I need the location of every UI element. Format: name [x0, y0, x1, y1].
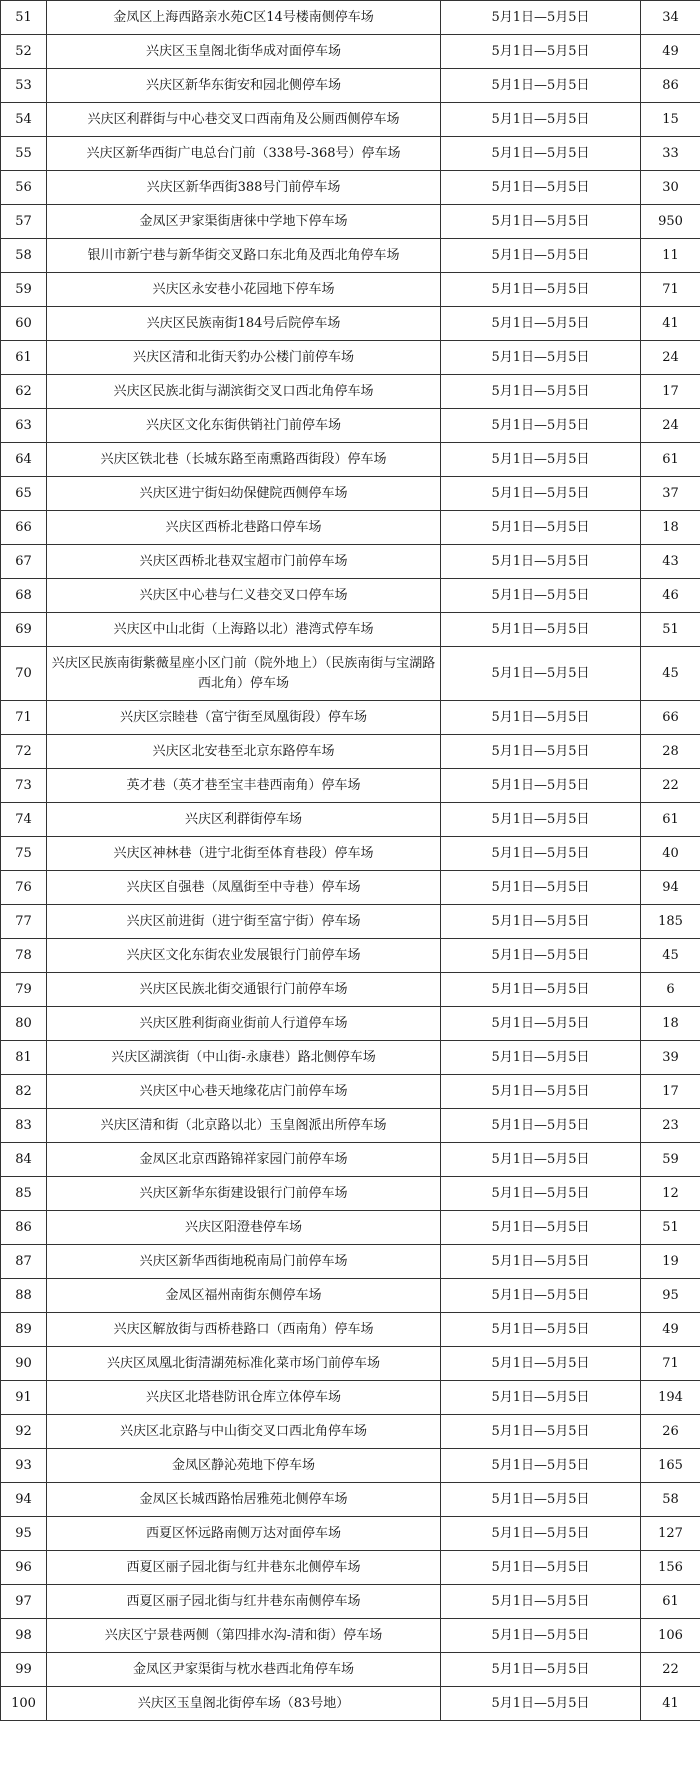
table-row [1, 1245, 700, 1279]
open-period-cell: 5月1日—5月5日 [441, 171, 641, 205]
table-row [1, 341, 700, 375]
parking-lot-name-cell: 兴庆区中心巷天地缘花店门前停车场 [47, 1075, 441, 1109]
row-number-cell: 76 [1, 871, 47, 905]
parking-spaces-cell: 40 [641, 837, 700, 871]
parking-lot-table-body [1, 1, 700, 1721]
open-period-cell: 5月1日—5月5日 [441, 545, 641, 579]
parking-spaces-cell: 156 [641, 1551, 700, 1585]
table-row [1, 1551, 700, 1585]
open-period-cell: 5月1日—5月5日 [441, 1313, 641, 1347]
parking-lot-name-cell: 金凤区长城西路怡居雅苑北侧停车场 [47, 1483, 441, 1517]
parking-lot-name-cell: 兴庆区民族南街紫薇星座小区门前（院外地上）（民族南街与宝湖路西北角）停车场 [47, 647, 441, 701]
parking-spaces-cell: 194 [641, 1381, 700, 1415]
row-number-cell: 77 [1, 905, 47, 939]
parking-lot-name-cell: 兴庆区新华东街建设银行门前停车场 [47, 1177, 441, 1211]
parking-lot-name-cell: 兴庆区自强巷（凤凰街至中寺巷）停车场 [47, 871, 441, 905]
parking-lot-name-cell: 金凤区静沁苑地下停车场 [47, 1449, 441, 1483]
parking-spaces-cell: 94 [641, 871, 700, 905]
table-row [1, 1075, 700, 1109]
row-number-cell: 86 [1, 1211, 47, 1245]
row-number-cell: 57 [1, 205, 47, 239]
parking-spaces-cell: 34 [641, 1, 700, 35]
parking-spaces-cell: 30 [641, 171, 700, 205]
row-number-cell: 81 [1, 1041, 47, 1075]
open-period-cell: 5月1日—5月5日 [441, 103, 641, 137]
parking-spaces-cell: 165 [641, 1449, 700, 1483]
table-row [1, 871, 700, 905]
parking-lot-name-cell: 兴庆区宗睦巷（富宁街至凤凰街段）停车场 [47, 701, 441, 735]
parking-spaces-cell: 51 [641, 1211, 700, 1245]
row-number-cell: 66 [1, 511, 47, 545]
row-number-cell: 70 [1, 647, 47, 701]
table-row [1, 803, 700, 837]
table-row [1, 1585, 700, 1619]
row-number-cell: 64 [1, 443, 47, 477]
parking-spaces-cell: 61 [641, 443, 700, 477]
parking-lot-name-cell: 西夏区怀远路南侧万达对面停车场 [47, 1517, 441, 1551]
parking-lot-name-cell: 兴庆区文化东街农业发展银行门前停车场 [47, 939, 441, 973]
parking-spaces-cell: 71 [641, 1347, 700, 1381]
table-row [1, 647, 700, 701]
parking-lot-name-cell: 兴庆区中心巷与仁义巷交叉口停车场 [47, 579, 441, 613]
parking-lot-name-cell: 兴庆区利群街与中心巷交叉口西南角及公厕西侧停车场 [47, 103, 441, 137]
parking-lot-name-cell: 兴庆区玉皇阁北街停车场（83号地） [47, 1687, 441, 1721]
row-number-cell: 72 [1, 735, 47, 769]
table-row [1, 579, 700, 613]
parking-lot-name-cell: 西夏区丽子园北街与红井巷东北侧停车场 [47, 1551, 441, 1585]
open-period-cell: 5月1日—5月5日 [441, 511, 641, 545]
row-number-cell: 78 [1, 939, 47, 973]
row-number-cell: 52 [1, 35, 47, 69]
parking-spaces-cell: 950 [641, 205, 700, 239]
row-number-cell: 95 [1, 1517, 47, 1551]
table-row [1, 905, 700, 939]
table-row [1, 837, 700, 871]
open-period-cell: 5月1日—5月5日 [441, 1551, 641, 1585]
row-number-cell: 87 [1, 1245, 47, 1279]
parking-spaces-cell: 23 [641, 1109, 700, 1143]
parking-lot-name-cell: 兴庆区西桥北巷双宝超市门前停车场 [47, 545, 441, 579]
parking-lot-name-cell: 兴庆区永安巷小花园地下停车场 [47, 273, 441, 307]
parking-lot-name-cell: 兴庆区新华东街安和园北侧停车场 [47, 69, 441, 103]
row-number-cell: 56 [1, 171, 47, 205]
parking-lot-name-cell: 兴庆区民族北街与湖滨街交叉口西北角停车场 [47, 375, 441, 409]
row-number-cell: 93 [1, 1449, 47, 1483]
parking-spaces-cell: 24 [641, 341, 700, 375]
open-period-cell: 5月1日—5月5日 [441, 69, 641, 103]
table-row [1, 701, 700, 735]
row-number-cell: 62 [1, 375, 47, 409]
table-row [1, 239, 700, 273]
open-period-cell: 5月1日—5月5日 [441, 701, 641, 735]
parking-spaces-cell: 18 [641, 1007, 700, 1041]
open-period-cell: 5月1日—5月5日 [441, 137, 641, 171]
row-number-cell: 96 [1, 1551, 47, 1585]
parking-lot-name-cell: 兴庆区新华西街地税南局门前停车场 [47, 1245, 441, 1279]
row-number-cell: 74 [1, 803, 47, 837]
open-period-cell: 5月1日—5月5日 [441, 1483, 641, 1517]
row-number-cell: 55 [1, 137, 47, 171]
table-row [1, 477, 700, 511]
open-period-cell: 5月1日—5月5日 [441, 1449, 641, 1483]
parking-lot-name-cell: 兴庆区北安巷至北京东路停车场 [47, 735, 441, 769]
table-row [1, 511, 700, 545]
parking-lot-name-cell: 兴庆区神林巷（进宁北街至体育巷段）停车场 [47, 837, 441, 871]
open-period-cell: 5月1日—5月5日 [441, 803, 641, 837]
open-period-cell: 5月1日—5月5日 [441, 443, 641, 477]
parking-lot-name-cell: 金凤区福州南街东侧停车场 [47, 1279, 441, 1313]
open-period-cell: 5月1日—5月5日 [441, 1619, 641, 1653]
table-row [1, 409, 700, 443]
parking-lot-name-cell: 兴庆区凤凰北街清湖苑标准化菜市场门前停车场 [47, 1347, 441, 1381]
table-row [1, 35, 700, 69]
open-period-cell: 5月1日—5月5日 [441, 1245, 641, 1279]
parking-spaces-cell: 19 [641, 1245, 700, 1279]
parking-lot-name-cell: 兴庆区宁景巷两侧（第四排水沟-清和街）停车场 [47, 1619, 441, 1653]
table-row [1, 307, 700, 341]
open-period-cell: 5月1日—5月5日 [441, 205, 641, 239]
open-period-cell: 5月1日—5月5日 [441, 579, 641, 613]
row-number-cell: 65 [1, 477, 47, 511]
row-number-cell: 90 [1, 1347, 47, 1381]
row-number-cell: 82 [1, 1075, 47, 1109]
parking-lot-name-cell: 西夏区丽子园北街与红井巷东南侧停车场 [47, 1585, 441, 1619]
row-number-cell: 53 [1, 69, 47, 103]
open-period-cell: 5月1日—5月5日 [441, 1381, 641, 1415]
row-number-cell: 51 [1, 1, 47, 35]
table-row [1, 1415, 700, 1449]
table-row [1, 1279, 700, 1313]
parking-lot-name-cell: 兴庆区西桥北巷路口停车场 [47, 511, 441, 545]
parking-spaces-cell: 11 [641, 239, 700, 273]
parking-lot-name-cell: 兴庆区民族南街184号后院停车场 [47, 307, 441, 341]
table-row [1, 1041, 700, 1075]
open-period-cell: 5月1日—5月5日 [441, 769, 641, 803]
open-period-cell: 5月1日—5月5日 [441, 239, 641, 273]
row-number-cell: 79 [1, 973, 47, 1007]
table-row [1, 137, 700, 171]
table-row [1, 69, 700, 103]
parking-spaces-cell: 6 [641, 973, 700, 1007]
parking-spaces-cell: 43 [641, 545, 700, 579]
parking-spaces-cell: 41 [641, 1687, 700, 1721]
row-number-cell: 99 [1, 1653, 47, 1687]
parking-lot-name-cell: 金凤区上海西路亲水苑C区14号楼南侧停车场 [47, 1, 441, 35]
open-period-cell: 5月1日—5月5日 [441, 905, 641, 939]
open-period-cell: 5月1日—5月5日 [441, 871, 641, 905]
table-row [1, 973, 700, 1007]
parking-spaces-cell: 17 [641, 375, 700, 409]
parking-spaces-cell: 106 [641, 1619, 700, 1653]
table-row [1, 1007, 700, 1041]
parking-spaces-cell: 41 [641, 307, 700, 341]
table-row [1, 1347, 700, 1381]
table-row [1, 205, 700, 239]
parking-lot-name-cell: 兴庆区清和北街天豹办公楼门前停车场 [47, 341, 441, 375]
row-number-cell: 67 [1, 545, 47, 579]
open-period-cell: 5月1日—5月5日 [441, 341, 641, 375]
row-number-cell: 73 [1, 769, 47, 803]
open-period-cell: 5月1日—5月5日 [441, 1075, 641, 1109]
parking-spaces-cell: 22 [641, 1653, 700, 1687]
row-number-cell: 98 [1, 1619, 47, 1653]
row-number-cell: 84 [1, 1143, 47, 1177]
parking-lot-name-cell: 兴庆区湖滨街（中山街-永康巷）路北侧停车场 [47, 1041, 441, 1075]
parking-spaces-cell: 185 [641, 905, 700, 939]
open-period-cell: 5月1日—5月5日 [441, 973, 641, 1007]
row-number-cell: 63 [1, 409, 47, 443]
table-row [1, 1619, 700, 1653]
table-row [1, 1449, 700, 1483]
parking-spaces-cell: 49 [641, 1313, 700, 1347]
row-number-cell: 89 [1, 1313, 47, 1347]
open-period-cell: 5月1日—5月5日 [441, 1687, 641, 1721]
parking-lot-name-cell: 兴庆区铁北巷（长城东路至南熏路西街段）停车场 [47, 443, 441, 477]
open-period-cell: 5月1日—5月5日 [441, 1347, 641, 1381]
parking-spaces-cell: 61 [641, 1585, 700, 1619]
parking-lot-name-cell: 兴庆区民族北街交通银行门前停车场 [47, 973, 441, 1007]
parking-spaces-cell: 39 [641, 1041, 700, 1075]
parking-lot-name-cell: 兴庆区文化东街供销社门前停车场 [47, 409, 441, 443]
row-number-cell: 85 [1, 1177, 47, 1211]
parking-spaces-cell: 49 [641, 35, 700, 69]
parking-spaces-cell: 61 [641, 803, 700, 837]
open-period-cell: 5月1日—5月5日 [441, 1415, 641, 1449]
row-number-cell: 71 [1, 701, 47, 735]
table-row [1, 103, 700, 137]
open-period-cell: 5月1日—5月5日 [441, 35, 641, 69]
parking-lot-name-cell: 金凤区尹家渠街与枕水巷西北角停车场 [47, 1653, 441, 1687]
parking-spaces-cell: 22 [641, 769, 700, 803]
parking-spaces-cell: 28 [641, 735, 700, 769]
open-period-cell: 5月1日—5月5日 [441, 375, 641, 409]
open-period-cell: 5月1日—5月5日 [441, 1177, 641, 1211]
parking-spaces-cell: 95 [641, 1279, 700, 1313]
parking-spaces-cell: 71 [641, 273, 700, 307]
open-period-cell: 5月1日—5月5日 [441, 1585, 641, 1619]
parking-spaces-cell: 33 [641, 137, 700, 171]
row-number-cell: 91 [1, 1381, 47, 1415]
table-row [1, 1, 700, 35]
table-row [1, 443, 700, 477]
parking-lot-name-cell: 兴庆区解放街与西桥巷路口（西南角）停车场 [47, 1313, 441, 1347]
row-number-cell: 59 [1, 273, 47, 307]
open-period-cell: 5月1日—5月5日 [441, 1517, 641, 1551]
parking-lot-name-cell: 兴庆区北塔巷防讯仓库立体停车场 [47, 1381, 441, 1415]
parking-lot-name-cell: 金凤区尹家渠街唐徕中学地下停车场 [47, 205, 441, 239]
parking-lot-name-cell: 兴庆区中山北街（上海路以北）港湾式停车场 [47, 613, 441, 647]
parking-lot-name-cell: 银川市新宁巷与新华街交叉路口东北角及西北角停车场 [47, 239, 441, 273]
parking-spaces-cell: 45 [641, 647, 700, 701]
row-number-cell: 61 [1, 341, 47, 375]
parking-lot-name-cell: 兴庆区北京路与中山街交叉口西北角停车场 [47, 1415, 441, 1449]
parking-lot-name-cell: 兴庆区进宁街妇幼保健院西侧停车场 [47, 477, 441, 511]
parking-lot-name-cell: 金凤区北京西路锦祥家园门前停车场 [47, 1143, 441, 1177]
table-row [1, 375, 700, 409]
table-row [1, 613, 700, 647]
open-period-cell: 5月1日—5月5日 [441, 1211, 641, 1245]
row-number-cell: 88 [1, 1279, 47, 1313]
parking-spaces-cell: 51 [641, 613, 700, 647]
open-period-cell: 5月1日—5月5日 [441, 735, 641, 769]
parking-spaces-cell: 12 [641, 1177, 700, 1211]
table-row [1, 939, 700, 973]
table-row [1, 1177, 700, 1211]
table-row [1, 1483, 700, 1517]
parking-spaces-cell: 127 [641, 1517, 700, 1551]
parking-lot-name-cell: 兴庆区玉皇阁北街华成对面停车场 [47, 35, 441, 69]
table-row [1, 769, 700, 803]
parking-spaces-cell: 59 [641, 1143, 700, 1177]
open-period-cell: 5月1日—5月5日 [441, 647, 641, 701]
table-row [1, 171, 700, 205]
table-row [1, 1211, 700, 1245]
parking-lot-name-cell: 兴庆区新华西街广电总台门前（338号-368号）停车场 [47, 137, 441, 171]
open-period-cell: 5月1日—5月5日 [441, 1, 641, 35]
row-number-cell: 68 [1, 579, 47, 613]
row-number-cell: 54 [1, 103, 47, 137]
table-row [1, 735, 700, 769]
parking-spaces-cell: 15 [641, 103, 700, 137]
parking-spaces-cell: 66 [641, 701, 700, 735]
parking-spaces-cell: 86 [641, 69, 700, 103]
parking-spaces-cell: 17 [641, 1075, 700, 1109]
row-number-cell: 58 [1, 239, 47, 273]
open-period-cell: 5月1日—5月5日 [441, 939, 641, 973]
parking-lot-name-cell: 兴庆区阳澄巷停车场 [47, 1211, 441, 1245]
parking-spaces-cell: 26 [641, 1415, 700, 1449]
row-number-cell: 69 [1, 613, 47, 647]
row-number-cell: 80 [1, 1007, 47, 1041]
open-period-cell: 5月1日—5月5日 [441, 1109, 641, 1143]
parking-lot-name-cell: 兴庆区新华西街388号门前停车场 [47, 171, 441, 205]
table-row [1, 1109, 700, 1143]
row-number-cell: 92 [1, 1415, 47, 1449]
row-number-cell: 97 [1, 1585, 47, 1619]
table-row [1, 273, 700, 307]
table-row [1, 1143, 700, 1177]
open-period-cell: 5月1日—5月5日 [441, 1279, 641, 1313]
parking-lot-name-cell: 英才巷（英才巷至宝丰巷西南角）停车场 [47, 769, 441, 803]
table-row [1, 1653, 700, 1687]
open-period-cell: 5月1日—5月5日 [441, 273, 641, 307]
row-number-cell: 94 [1, 1483, 47, 1517]
open-period-cell: 5月1日—5月5日 [441, 1653, 641, 1687]
table-row [1, 1381, 700, 1415]
parking-spaces-cell: 37 [641, 477, 700, 511]
open-period-cell: 5月1日—5月5日 [441, 409, 641, 443]
parking-spaces-cell: 18 [641, 511, 700, 545]
row-number-cell: 75 [1, 837, 47, 871]
table-row [1, 545, 700, 579]
parking-spaces-cell: 45 [641, 939, 700, 973]
table-row [1, 1517, 700, 1551]
open-period-cell: 5月1日—5月5日 [441, 1143, 641, 1177]
open-period-cell: 5月1日—5月5日 [441, 613, 641, 647]
open-period-cell: 5月1日—5月5日 [441, 477, 641, 511]
row-number-cell: 100 [1, 1687, 47, 1721]
parking-lot-name-cell: 兴庆区前进街（进宁街至富宁街）停车场 [47, 905, 441, 939]
parking-lot-name-cell: 兴庆区清和街（北京路以北）玉皇阁派出所停车场 [47, 1109, 441, 1143]
open-period-cell: 5月1日—5月5日 [441, 307, 641, 341]
row-number-cell: 60 [1, 307, 47, 341]
row-number-cell: 83 [1, 1109, 47, 1143]
parking-lot-name-cell: 兴庆区胜利街商业街前人行道停车场 [47, 1007, 441, 1041]
open-period-cell: 5月1日—5月5日 [441, 1007, 641, 1041]
parking-lot-name-cell: 兴庆区利群街停车场 [47, 803, 441, 837]
parking-spaces-cell: 24 [641, 409, 700, 443]
table-row [1, 1313, 700, 1347]
parking-spaces-cell: 46 [641, 579, 700, 613]
table-row [1, 1687, 700, 1721]
open-period-cell: 5月1日—5月5日 [441, 837, 641, 871]
parking-spaces-cell: 58 [641, 1483, 700, 1517]
open-period-cell: 5月1日—5月5日 [441, 1041, 641, 1075]
